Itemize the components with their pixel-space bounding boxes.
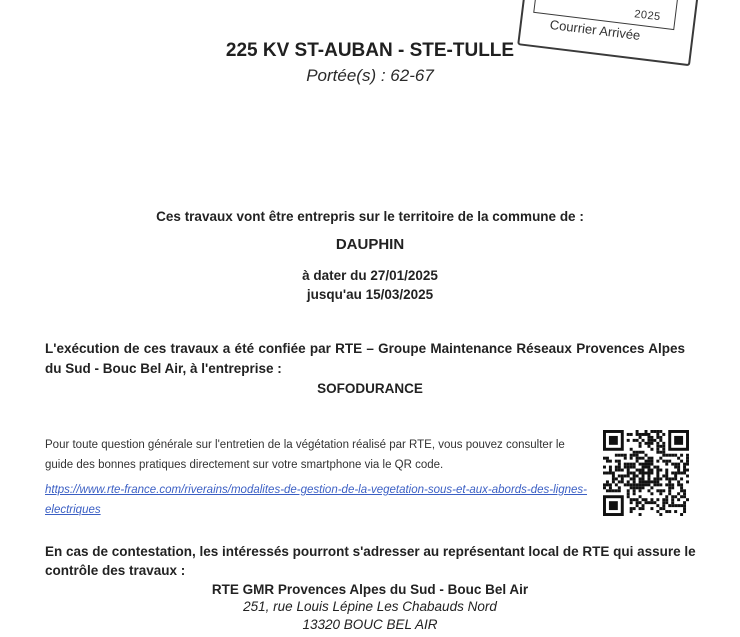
stamp-date: 2025 [633,8,662,24]
commune-name: DAUPHIN [335,236,405,253]
end-date: jusqu'au 15/03/2025 [306,287,434,302]
contact-city: 13320 BOUC BEL AIR [302,617,438,632]
vegetation-info: Pour toute question générale sur l'entretien de la végétation réalisé par RTE, vous pouvez consulter le guide des bonnes pratiques directement sur votre smartphone via le QR code. [45,439,565,471]
works-intro: Ces travaux vont être entrepris sur le territoire de la commune de : [156,209,584,224]
line-title: 225 KV ST-AUBAN - STE-TULLE [225,40,515,61]
contest-text: En cas de contestation, les intéressés pourront s'adresser au représentant local de RTE qui assure le contrôle des travaux : [45,544,696,578]
contact-street: 251, rue Louis Lépine Les Chabauds Nord [243,599,497,614]
contractor-name: SOFODURANCE [317,381,423,396]
execution-text: L'exécution de ces travaux a été confiée par RTE – Groupe Maintenance Réseaux Provences Alpes du Sud - Bouc Bel Air, à l'entreprise : [45,341,685,376]
start-date: à dater du 27/01/2025 [302,268,438,283]
qr-code[interactable] [603,430,689,516]
vegetation-guide-link[interactable]: https://www.rte-france.com/riverains/modalites-de-gestion-de-la-vegetation-sous-et-aux-abords-des-lignes-electriques [45,484,588,516]
contact-organization: RTE GMR Provences Alpes du Sud - Bouc Bel Air [211,582,529,597]
span-subtitle: Portée(s) : 62-67 [306,66,434,85]
stamp-caption: Courrier Arrivée [549,16,642,43]
